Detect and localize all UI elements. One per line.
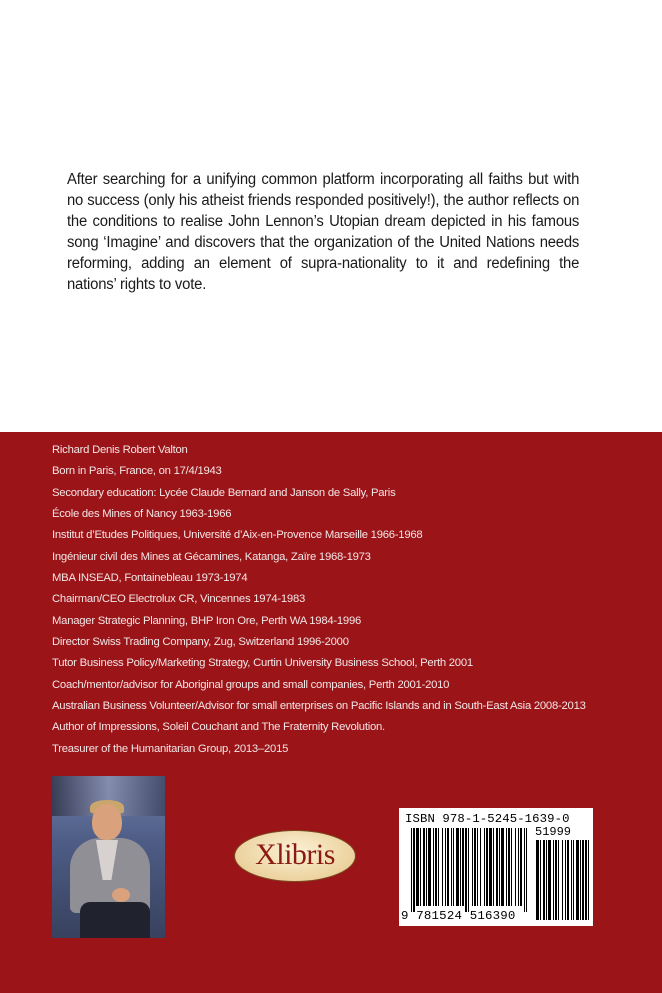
barcode-bar [411, 828, 412, 912]
barcode-addon-bar [576, 840, 579, 920]
barcode-bar [445, 828, 446, 906]
barcode-addon-bar [540, 840, 541, 920]
bio-line: Director Swiss Trading Company, Zug, Switzerland 1996-2000 [52, 636, 349, 649]
barcode-addon-bar [571, 840, 572, 920]
barcode-bar [526, 828, 527, 912]
barcode-bar [486, 828, 488, 906]
barcode-bar [442, 828, 443, 906]
barcode-bar [480, 828, 481, 906]
barcode-bar [472, 828, 473, 906]
book-blurb: After searching for a unifying common platform incorporating all faiths but with no success (only his atheist friends responded positively!), the author reflects on the conditions to realise John Lennon’s Utopian dream depicted in his famous song ‘Imagine’ and discovers that the organization of the United Nations needs reforming, adding an element of supra-nationality to it and redefining the nations’ rights to vote. [67, 171, 580, 294]
barcode-addon-bar [582, 840, 584, 920]
author-photo [52, 776, 165, 938]
barcode-bar [508, 828, 510, 906]
bio-line: Treasurer of the Humanitarian Group, 2013–2015 [52, 742, 289, 755]
barcode-bar [413, 828, 415, 912]
barcode-bar [499, 828, 500, 906]
isbn-barcode [399, 808, 593, 926]
barcode-bar [426, 828, 427, 906]
barcode-bar [465, 828, 467, 912]
photo-figure-legs [80, 902, 150, 938]
barcode-addon-digits: 51999 [535, 825, 572, 839]
bio-line: Tutor Business Policy/Marketing Strategy, Curtin University Business School, Perth 2001 [52, 657, 473, 670]
barcode-bar [420, 828, 421, 906]
barcode-addon-bar [573, 840, 574, 920]
barcode-bar [515, 828, 516, 906]
barcode-bar [501, 828, 504, 906]
bio-line: Coach/mentor/advisor for Aboriginal groups and small companies, Perth 2001-2010 [52, 678, 450, 691]
barcode-bar [438, 828, 439, 906]
barcode-bar [506, 828, 507, 906]
barcode-addon-bar [565, 840, 566, 920]
barcode-addon-bar [546, 840, 547, 920]
barcode-bar [477, 828, 478, 906]
barcode-digits: 9 781524 516390 [401, 909, 516, 923]
bio-line: Institut d’Etudes Politiques, Université d’Aix-en-Provence Marseille 1966-1968 [52, 529, 423, 542]
barcode-bar [484, 828, 485, 906]
barcode-addon-bar [543, 840, 545, 920]
publisher-logo [234, 830, 356, 882]
barcode-addon-bar [555, 840, 557, 920]
bio-line: Secondary education: Lycée Claude Bernard and Janson de Sally, Paris [52, 486, 396, 499]
barcode-bar [416, 828, 419, 906]
bio-line: Chairman/CEO Electrolux CR, Vincennes 1974-1983 [52, 593, 306, 606]
barcode-addon-bar [562, 840, 563, 920]
barcode-bar [447, 828, 449, 906]
barcode-addon-bar [585, 840, 587, 920]
barcode-bar [474, 828, 476, 906]
barcode-addon-bar [536, 840, 539, 920]
barcode-addon-bar [553, 840, 554, 920]
bio-line: Ingénieur civil des Mines at Gécamines, Katanga, Zaïre 1968-1973 [52, 550, 371, 563]
barcode-bar [453, 828, 454, 906]
barcode-bar [511, 828, 512, 906]
bio-line: Born in Paris, France, on 17/4/1943 [52, 465, 222, 478]
barcode-bar [518, 828, 519, 906]
barcode-addon-bar [548, 840, 551, 920]
barcode-addon-bar [580, 840, 581, 920]
barcode-addon-bar [567, 840, 569, 920]
barcode-bar [456, 828, 459, 906]
barcode-bar [423, 828, 425, 906]
barcode-bar [451, 828, 452, 906]
barcode-bar [428, 828, 431, 906]
barcode-bar [468, 828, 469, 912]
barcode-bar [493, 828, 494, 906]
photo-figure-hand [112, 888, 130, 902]
bio-line: Author of Impressions, Soleil Couchant and The Fraternity Revolution. [52, 721, 385, 734]
barcode-bar [462, 828, 464, 906]
barcode-addon-bar [588, 840, 589, 920]
author-bio-list [52, 440, 652, 760]
barcode-bar [524, 828, 525, 912]
top-panel [0, 0, 662, 432]
barcode-bar [496, 828, 498, 906]
bio-line: Australian Business Volunteer/Advisor for small enterprises on Pacific Islands and in South-East Asia 2008-2013 [52, 700, 586, 713]
bio-line: École des Mines of Nancy 1963-1966 [52, 508, 232, 521]
barcode-addon-bar [558, 840, 559, 920]
bio-line: Richard Denis Robert Valton [52, 444, 188, 456]
isbn-label: ISBN 978-1-5245-1639-0 [405, 812, 570, 826]
barcode-bar [489, 828, 492, 906]
bio-line: Manager Strategic Planning, BHP Iron Ore, Perth WA 1984-1996 [52, 614, 362, 627]
barcode-bar [520, 828, 522, 906]
bio-line: MBA INSEAD, Fontainebleau 1973-1974 [52, 572, 248, 585]
barcode-bar [433, 828, 434, 906]
barcode-bar [435, 828, 437, 906]
barcode-bar [460, 828, 461, 906]
publisher-logo-text: Xlibris [255, 838, 335, 871]
photo-figure-head [92, 804, 122, 840]
